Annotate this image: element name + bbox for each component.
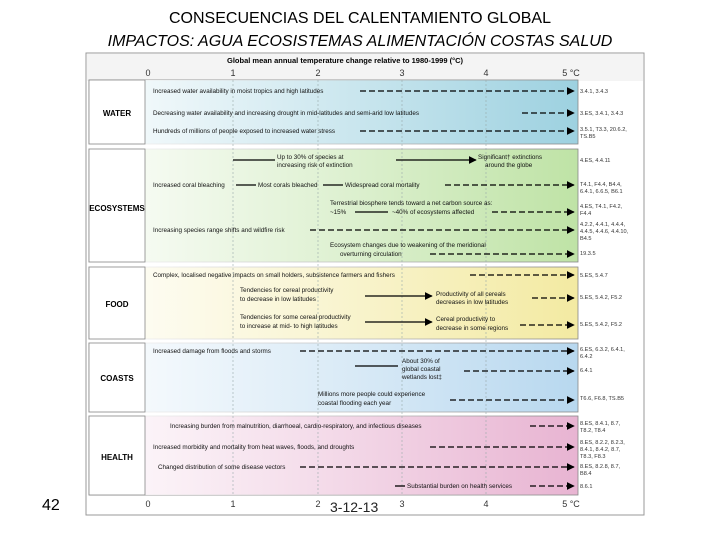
- ref-water-1: 3.4.1, 3.4.3: [580, 89, 608, 95]
- coasts-row-3-line-2: coastal flooding each year: [318, 400, 392, 407]
- sector-label-food: FOOD: [105, 300, 129, 309]
- ref-eco-2b: 6.4.1, 6.6.5, B6.1: [580, 189, 623, 195]
- health-row-1: Increasing burden from malnutrition, diarrhoeal, cardio-respiratory, and infectious diseases: [170, 423, 422, 430]
- axis-tick-top-3: 3: [399, 68, 405, 78]
- eco-row-1-line-1: Up to 30% of species at: [277, 154, 344, 161]
- ref-health-3b: B8.4: [580, 471, 592, 477]
- ref-eco-4c: B4.5: [580, 236, 592, 242]
- axis-tick-bottom-1: 1: [230, 499, 236, 509]
- coasts-row-2-line-2: global coastal: [402, 366, 441, 373]
- axis-tick-bottom-4: 4: [483, 499, 489, 509]
- water-row-3: Hundreds of millions of people exposed to increased water stress: [153, 128, 336, 135]
- ref-food-3: 5.ES, 5.4.2, F5.2: [580, 322, 622, 328]
- eco-row-4: Increasing species range shifts and wildfire risk: [153, 227, 285, 234]
- ref-eco-4a: 4.2.2, 4.4.1, 4.4.4,: [580, 222, 626, 228]
- food-row-1: Complex, localised negative impacts on small holders, subsistence farmers and fishers: [153, 272, 395, 279]
- axis-tick-top-2: 2: [315, 68, 321, 78]
- eco-row-3-line-2: ~15%: [330, 209, 347, 216]
- page-number: 42: [42, 497, 60, 514]
- ref-eco-5: 19.3.5: [580, 251, 596, 257]
- sector-panels: [89, 80, 578, 495]
- ref-water-3a: 3.5.1, T3.3, 20.6.2,: [580, 127, 627, 133]
- coasts-row-2-line-3: wetlands lost‡: [402, 374, 442, 381]
- coasts-row-2-line-1: About 30% of: [402, 358, 440, 365]
- sector-labels: [89, 80, 145, 495]
- axis-tick-top-4: 4: [483, 68, 489, 78]
- figure-header: Global mean annual temperature change relative to 1980-1999 (°C): [227, 56, 463, 65]
- eco-row-1-line-4: around the globe: [485, 162, 533, 169]
- axis-tick-top-5: 5 °C: [562, 68, 580, 78]
- axis-tick-bottom-5: 5 °C: [562, 499, 580, 509]
- eco-row-2-line-3: Widespread coral mortality: [345, 182, 420, 189]
- ref-coasts-1a: 6.ES, 6.3.2, 6.4.1,: [580, 347, 625, 353]
- eco-row-2-line-1: Increased coral bleaching: [153, 182, 225, 189]
- eco-row-5-line-2: overturning circulation: [340, 251, 402, 258]
- food-row-2-line-4: decreases in low latitudes: [436, 299, 509, 306]
- food-row-2-line-2: to decrease in low latitudes: [240, 296, 316, 303]
- eco-row-5-line-1: Ecosystem changes due to weakening of the meridional: [330, 242, 486, 249]
- axis-tick-top-0: 0: [145, 68, 151, 78]
- water-row-2: Decreasing water availability and increasing drought in mid-latitudes and semi-arid low latitudes: [153, 110, 420, 117]
- food-row-3-line-2: to increase at mid- to high latitudes: [240, 323, 338, 330]
- ref-coasts-2: 6.4.1: [580, 368, 593, 374]
- sector-label-health: HEALTH: [101, 453, 133, 462]
- food-row-3-line-3: Cereal productivity to: [436, 316, 496, 323]
- food-row-3-line-4: decrease in some regions: [436, 325, 509, 332]
- ref-eco-3a: 4.ES, T4.1, F4.2,: [580, 204, 623, 210]
- ref-food-2: 5.ES, 5.4.2, F5.2: [580, 295, 622, 301]
- health-row-4: Substantial burden on health services: [407, 483, 513, 490]
- ref-coasts-1b: 6.4.2: [580, 354, 593, 360]
- slide-date: 3-12-13: [330, 499, 379, 515]
- water-row-1: Increased water availability in moist tropics and high latitudes: [153, 88, 324, 95]
- ref-health-1a: 8.ES, 8.4.1, 8.7,: [580, 421, 621, 427]
- ref-coasts-3: T6.6, F6.8, TS.B5: [580, 396, 625, 402]
- sector-label-ecosystems: ECOSYSTEMS: [89, 204, 145, 213]
- ref-health-4: 8.6.1: [580, 484, 593, 490]
- ref-eco-1: 4.ES, 4.4.11: [580, 158, 611, 164]
- axis-tick-top-1: 1: [230, 68, 236, 78]
- food-row-3-line-1: Tendencies for some cereal productivity: [240, 314, 351, 321]
- eco-row-2-line-2: Most corals bleached: [258, 182, 318, 189]
- ref-water-3b: TS.B5: [580, 134, 596, 140]
- panel-fade: [89, 80, 578, 495]
- slide-title: CONSECUENCIAS DEL CALENTAMIENTO GLOBAL: [168, 10, 551, 27]
- sector-label-coasts: COASTS: [100, 374, 134, 383]
- health-row-3: Changed distribution of some disease vectors: [158, 464, 286, 471]
- ref-health-3a: 8.ES, 8.2.8, 8.7,: [580, 464, 621, 470]
- sector-label-water: WATER: [102, 109, 132, 118]
- health-row-2: Increased morbidity and mortality from heat waves, floods, and droughts: [153, 444, 355, 451]
- slide-subtitle: IMPACTOS: AGUA ECOSISTEMAS ALIMENTACIÓN COSTAS SALUD: [107, 33, 613, 50]
- ref-food-1: 5.ES, 5.4.7: [580, 273, 608, 279]
- axis-tick-bottom-2: 2: [315, 499, 321, 509]
- coasts-row-3-line-1: Millions more people could experience: [318, 391, 426, 398]
- ref-health-2c: T8.3, F8.3: [580, 454, 606, 460]
- ref-health-1b: T8.2, T8.4: [580, 428, 606, 434]
- ref-water-2: 3.ES, 3.4.1, 3.4.3: [580, 111, 624, 117]
- coasts-row-1: Increased damage from floods and storms: [153, 348, 271, 355]
- ref-health-2a: 8.ES, 8.2.2, 8.2.3,: [580, 440, 625, 446]
- food-row-2-line-1: Tendencies for cereal productivity: [240, 287, 334, 294]
- ref-eco-3b: F4.4: [580, 211, 592, 217]
- eco-row-1-line-2: increasing risk of extinction: [277, 162, 353, 169]
- food-row-2-line-3: Productivity of all cereals: [436, 291, 506, 298]
- eco-row-1-line-3: Significant† extinctions: [478, 154, 543, 161]
- ref-eco-4b: 4.4.5, 4.4.6, 4.4.10,: [580, 229, 629, 235]
- eco-row-3-line-1: Terrestrial biosphere tends toward a net carbon source as:: [330, 200, 493, 207]
- eco-row-3-line-3: ~40% of ecosystems affected: [392, 209, 475, 216]
- ref-eco-2a: T4.1, F4.4, B4.4,: [580, 182, 622, 188]
- ref-health-2b: 8.4.1, 8.4.2, 8.7,: [580, 447, 621, 453]
- axis-tick-bottom-0: 0: [145, 499, 151, 509]
- axis-tick-bottom-3: 3: [399, 499, 405, 509]
